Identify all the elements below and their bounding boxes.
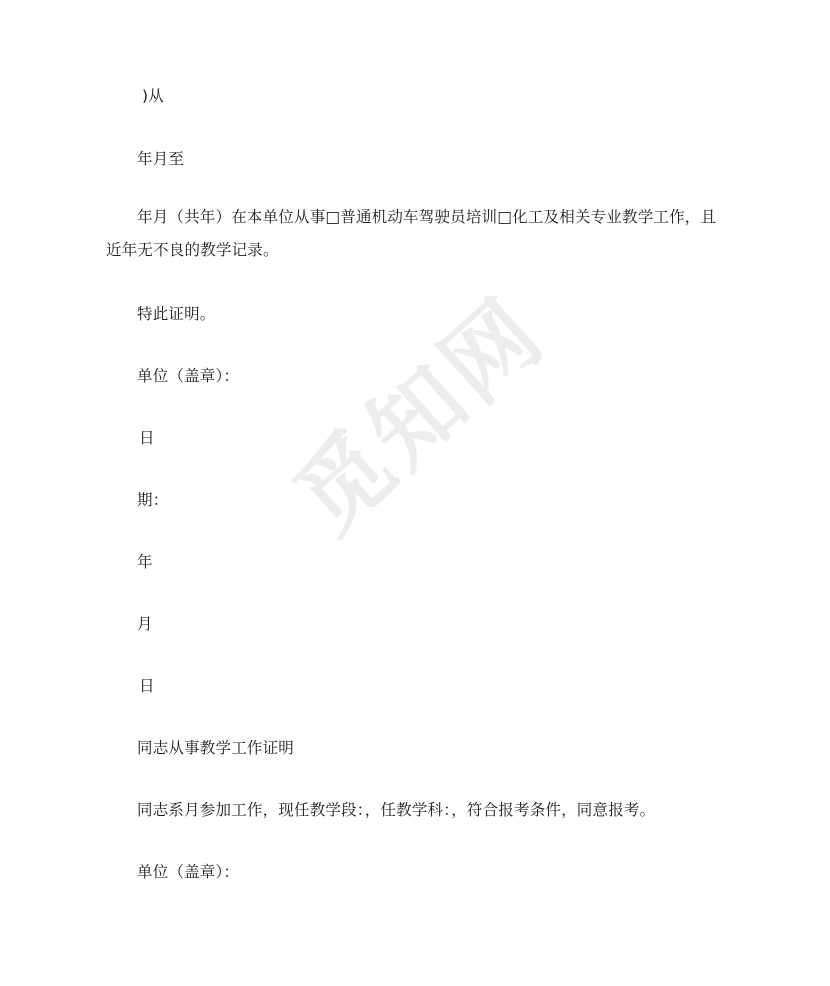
text-line-year-month-to: 年月至 — [137, 150, 185, 168]
text-line-unit-seal: 单位（盖章）： — [137, 367, 240, 385]
text-line-day: 日 — [139, 677, 155, 695]
text-line-date-day-char: 日 — [139, 429, 155, 447]
text-line-month: 月 — [137, 615, 153, 633]
text-line-unit-seal-2: 单位（盖章）： — [137, 863, 240, 881]
text-line-hereby-certify: 特此证明。 — [137, 305, 216, 323]
text-line-date-label: 期： — [137, 491, 169, 509]
text-paragraph-work-info: 同志系月参加工作，现任教学段：，任教学科：，符合报考条件，同意报考。 — [137, 801, 656, 819]
watermark: 觅知网 — [274, 276, 566, 554]
section-heading-teaching-certificate: 同志从事教学工作证明 — [137, 739, 295, 757]
text-line-year: 年 — [137, 553, 153, 571]
text-line-from: )从 — [142, 87, 164, 105]
text-paragraph-teaching-record: 年月（共年）在本单位从事□普通机动车驾驶员培训□化工及相关专业教学工作，且近年无不良的教学记录。 — [106, 208, 717, 259]
